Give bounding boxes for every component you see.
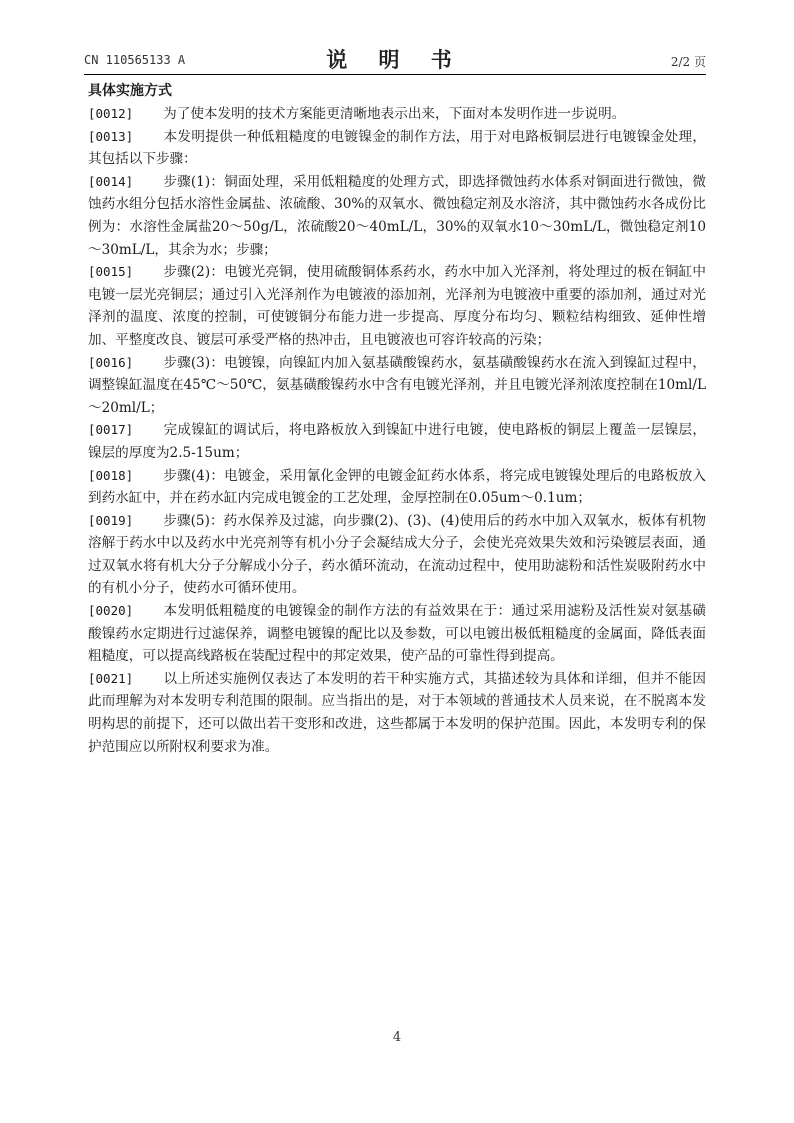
page-number: 4 [392, 1030, 402, 1045]
paragraph-0013 [88, 126, 706, 171]
paragraph-number: [0021] [88, 670, 134, 686]
paragraph-number: [0016] [88, 354, 134, 370]
paragraph-number: [0018] [88, 467, 134, 483]
paragraph-text: 本发明提供一种低粗糙度的电镀镍金的制作方法，用于对电路板铜层进行电镀镍金处理，其包括以下步骤： [88, 128, 706, 168]
paragraph-0017 [88, 419, 706, 464]
paragraph-text: 本发明低粗糙度的电镀镍金的制作方法的有益效果在于：通过采用滤粉及活性炭对氨基磺酸镍药水定期进行过滤保养，调整电镀镍的配比以及参数，可以电镀出极低粗糙度的金属面，降低表面粗糙度，可以提高线路板在装配过程中的邦定效果，使产品的可靠性得到提高。 [88, 603, 706, 665]
header-divider [84, 74, 706, 75]
document-body [88, 80, 706, 758]
paragraph-text: 步骤(2)：电镀光亮铜，使用硫酸铜体系药水，药水中加入光泽剂，将处理过的板在铜缸中电镀一层光亮铜层；通过引入光泽剂作为电镀液的添加剂，光泽剂为电镀液中重要的添加剂，通过对光泽剂的温度、浓度的控制，可使镀铜分布能力进一步提高、厚度分布均匀、颗粒结构细致、延伸性增加、平整度改良、镀层可承受严格的热冲击，且电镀液也可容许较高的污染； [88, 264, 706, 348]
paragraph-number: [0017] [88, 422, 134, 438]
publication-number: CN 110565133 A [84, 53, 186, 67]
paragraph-number: [0014] [88, 173, 134, 189]
paragraph-number: [0013] [88, 128, 134, 144]
section-heading: 具体实施方式 [88, 83, 172, 99]
paragraph-number: [0020] [88, 603, 134, 619]
paragraph-0012 [88, 103, 706, 126]
paragraph-0020 [88, 600, 706, 668]
paragraph-0015 [88, 261, 706, 351]
paragraph-text: 为了使本发明的技术方案能更清晰地表示出来，下面对本发明作进一步说明。 [163, 106, 626, 122]
paragraph-text: 步骤(4)：电镀金，采用氰化金钾的电镀金缸药水体系，将完成电镀镍处理后的电路板放入到药水缸中，并在药水缸内完成电镀金的工艺处理，金厚控制在0.05um～0.1um； [88, 467, 706, 507]
paragraph-0018 [88, 465, 706, 510]
paragraph-text: 完成镍缸的调试后，将电路板放入到镍缸中进行电镀，使电路板的铜层上覆盖一层镍层，镍层的厚度为2.5-15um； [88, 422, 706, 461]
paragraph-0021 [88, 668, 706, 758]
paragraph-number: [0012] [88, 106, 134, 121]
paragraph-number: [0019] [88, 512, 134, 528]
page-header [84, 44, 706, 74]
document-title: 说 明 书 [326, 48, 464, 72]
paragraph-0019 [88, 510, 706, 600]
paragraph-0016 [88, 352, 706, 420]
paragraph-number: [0015] [88, 264, 134, 280]
paragraph-0014 [88, 171, 706, 261]
paragraph-text: 以上所述实施例仅表达了本发明的若干种实施方式，其描述较为具体和详细，但并不能因此而理解为对本发明专利范围的限制。应当指出的是，对于本领域的普通技术人员来说，在不脱离本发明构思的前提下，还可以做出若干变形和改进，这些都属于本发明的保护范围。因此，本发明专利的保护范围应以所附权利要求为准。 [88, 670, 706, 755]
page-count: 2/2 页 [670, 55, 706, 69]
paragraph-text: 步骤(3)：电镀镍，向镍缸内加入氨基磺酸镍药水，氨基磺酸镍药水在流入到镍缸过程中，调整镍缸温度在45℃～50℃，氨基磺酸镍药水中含有电镀光泽剂，并且电镀光泽剂浓度控制在10ml/L～20ml/L； [88, 354, 706, 416]
paragraph-text: 步骤(1)：铜面处理，采用低粗糙度的处理方式，即选择微蚀药水体系对铜面进行微蚀，微蚀药水组分包括水溶性金属盐、浓硫酸、30%的双氧水、微蚀稳定剂及水溶济，其中微蚀药水各成份比例为：水溶性金属盐20～50g/L，浓硫酸20～40mL/L，30%的双氧水10～30mL/L，微蚀稳定剂10～30mL/L，其余为水；步骤； [88, 173, 706, 258]
paragraph-text: 步骤(5)：药水保养及过滤，向步骤(2)、(3)、(4)使用后的药水中加入双氧水，板体有机物溶解于药水中以及药水中光亮剂等有机小分子会凝结成大分子，会使光亮效果失效和污染镀层表面，通过双氧水将有机大分子分解成小分子，药水循环流动，在流动过程中，使用助滤粉和活性炭吸附药水中的有机小分子，使药水可循环使用。 [88, 512, 706, 597]
